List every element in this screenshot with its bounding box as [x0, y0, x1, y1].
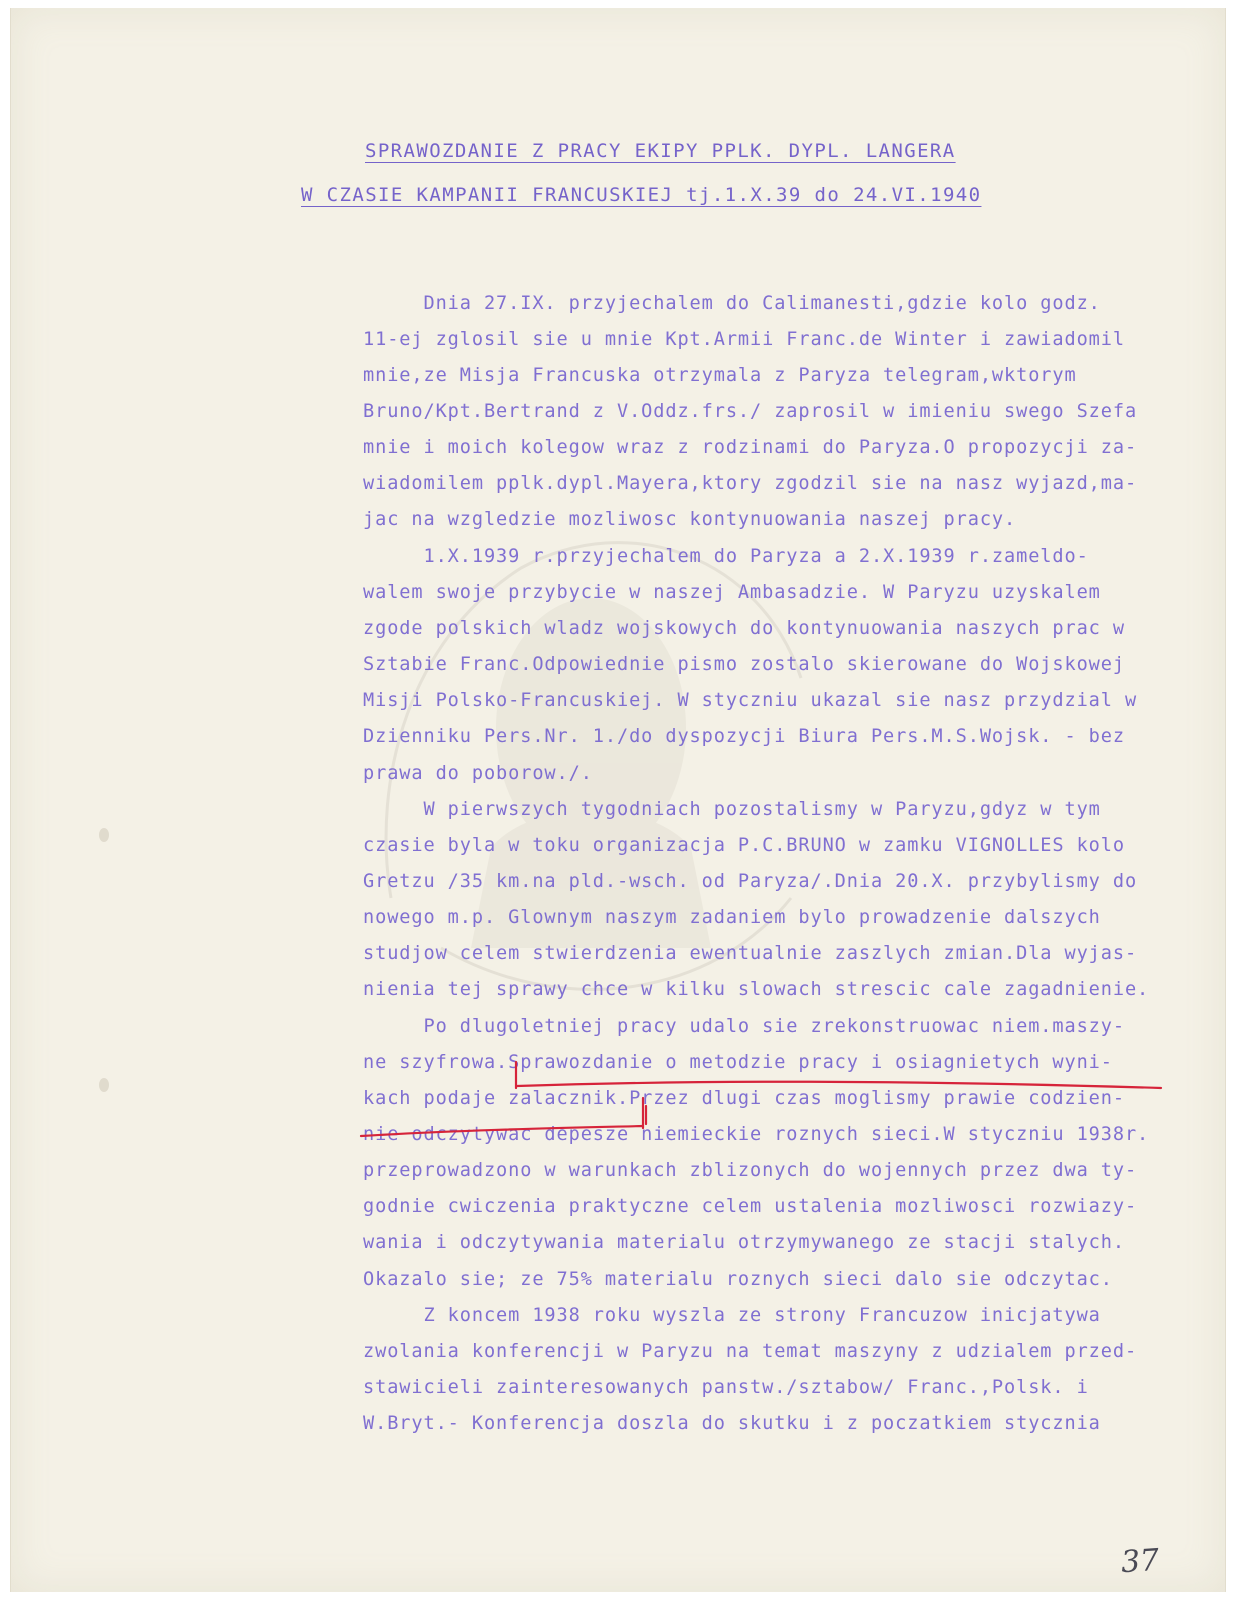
body-line: Dzienniku Pers.Nr. 1./do dyspozycji Biura Pers.M.S.Wojsk. - bez: [363, 726, 1125, 747]
punch-mark: [99, 1078, 109, 1092]
body-line: Z koncem 1938 roku wyszla ze strony Francuzow inicjatywa: [363, 1305, 1101, 1326]
body-line: prawa do poborow./.: [363, 763, 593, 784]
body-line: 1.X.1939 r.przyjechalem do Paryza a 2.X.1939 r.zameldo-: [363, 546, 1089, 567]
body-line: Dnia 27.IX. przyjechalem do Calimanesti,gdzie kolo godz.: [363, 293, 1101, 314]
body-line: zgode polskich wladz wojskowych do kontynuowania naszych prac w: [363, 618, 1125, 639]
body-line: wania i odczytywania materialu otrzymywanego ze stacji stalych.: [363, 1232, 1125, 1253]
body-line: Sztabie Franc.Odpowiednie pismo zostalo skierowane do Wojskowej: [363, 654, 1125, 675]
body-line: Po dlugoletniej pracy udalo sie zrekonstruowac niem.maszy-: [363, 1016, 1125, 1037]
body-line: W.Bryt.- Konferencja doszla do skutku i z poczatkiem stycznia: [363, 1413, 1101, 1434]
report-title-line-1: SPRAWOZDANIE Z PRACY EKIPY PPLK. DYPL. LANGERA: [365, 140, 956, 162]
body-line: Gretzu /35 km.na pld.-wsch. od Paryza/.Dnia 20.X. przybylismy do: [363, 871, 1138, 892]
body-line: nowego m.p. Glownym naszym zadaniem bylo prowadzenie dalszych: [363, 907, 1101, 928]
document-page: [10, 8, 1226, 1592]
body-line: Bruno/Kpt.Bertrand z V.Oddz.frs./ zaprosil w imieniu swego Szefa: [363, 401, 1138, 422]
body-line: stawicieli zainteresowanych panstw./sztabow/ Franc.,Polsk. i: [363, 1377, 1089, 1398]
body-line: walem swoje przybycie w naszej Ambasadzie. W Paryzu uzyskalem: [363, 582, 1101, 603]
punch-mark: [99, 828, 109, 842]
body-line: W pierwszych tygodniach pozostalismy w Paryzu,gdyz w tym: [363, 799, 1101, 820]
body-line: 11-ej zglosil sie u mnie Kpt.Armii Franc.de Winter i zawiadomil: [363, 329, 1125, 350]
body-line: studjow celem stwierdzenia ewentualnie zaszlych zmian.Dla wyjas-: [363, 943, 1138, 964]
body-line: mnie i moich kolegow wraz z rodzinami do Paryza.O propozycji za-: [363, 437, 1138, 458]
body-line: godnie cwiczenia praktyczne celem ustalenia mozliwosci rozwiazy-: [363, 1196, 1138, 1217]
body-line: mnie,ze Misja Francuska otrzymala z Paryza telegram,wktorym: [363, 365, 1077, 386]
body-line: ne szyfrowa.Sprawozdanie o metodzie pracy i osiagnietych wyni-: [363, 1052, 1113, 1073]
body-line: jac na wzgledzie mozliwosc kontynuowania naszej pracy.: [363, 509, 1017, 530]
body-line: Okazalo sie; ze 75% materialu roznych sieci dalo sie odczytac.: [363, 1269, 1113, 1290]
body-line: Misji Polsko-Francuskiej. W styczniu ukazal sie nasz przydzial w: [363, 690, 1138, 711]
body-line: nienia tej sprawy chce w kilku slowach strescic cale zagadnienie.: [363, 979, 1150, 1000]
report-title-line-2: W CZASIE KAMPANII FRANCUSKIEJ tj.1.X.39 do 24.VI.1940: [301, 184, 982, 206]
body-line: nie odczytywac depesze niemieckie roznych sieci.W styczniu 1938r.: [363, 1124, 1150, 1145]
body-line: przeprowadzono w warunkach zblizonych do wojennych przez dwa ty-: [363, 1160, 1138, 1181]
body-line: wiadomilem pplk.dypl.Mayera,ktory zgodzil sie na nasz wyjazd,ma-: [363, 473, 1138, 494]
body-line: czasie byla w toku organizacja P.C.BRUNO w zamku VIGNOLLES kolo: [363, 835, 1125, 856]
body-line: zwolania konferencji w Paryzu na temat maszyny z udzialem przed-: [363, 1341, 1138, 1362]
page-number: 37: [1119, 1542, 1161, 1581]
body-line: kach podaje zalacznik.Przez dlugi czas moglismy prawie codzien-: [363, 1088, 1125, 1109]
